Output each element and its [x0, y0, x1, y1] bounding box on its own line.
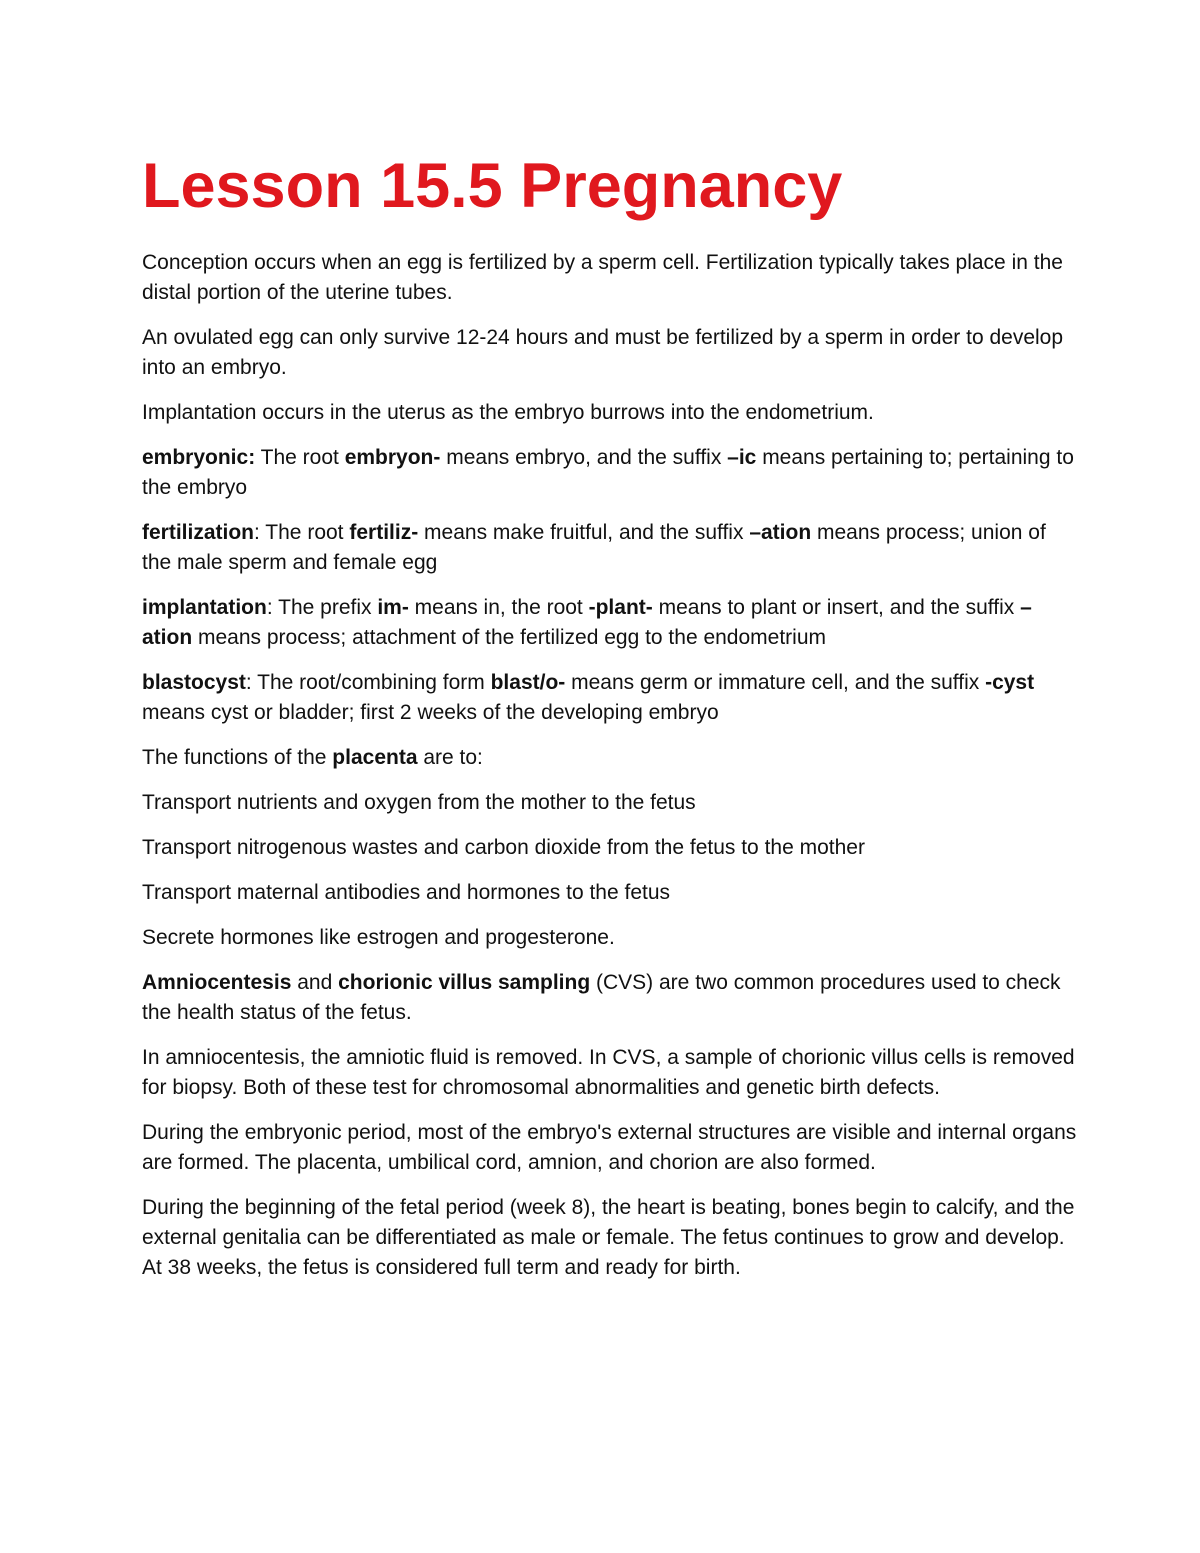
- text-run: The root: [255, 446, 345, 469]
- text-run: Transport nitrogenous wastes and carbon dioxide from the fetus to the mother: [142, 836, 865, 859]
- text-run: In amniocentesis, the amniotic fluid is removed. In CVS, a sample of chorionic villus cells is removed for biopsy. Both of these test for chromosomal abnormalities and genetic birth defects.: [142, 1046, 1075, 1099]
- paragraph: [142, 443, 1077, 503]
- bold-term: –ic: [727, 446, 757, 469]
- paragraph: [142, 1043, 1077, 1103]
- text-run: During the embryonic period, most of the embryo's external structures are visible and internal organs are formed. The placenta, umbilical cord, amnion, and chorion are also formed.: [142, 1121, 1077, 1174]
- text-run: means process; union of the male sperm and female egg: [142, 521, 1046, 574]
- paragraph: [142, 833, 1077, 863]
- paragraph: [142, 743, 1077, 773]
- paragraph: [142, 518, 1077, 578]
- paragraph: [142, 923, 1077, 953]
- paragraph: [142, 248, 1077, 308]
- paragraph: [142, 668, 1077, 728]
- text-run: means cyst or bladder; first 2 weeks of the developing embryo: [142, 701, 719, 724]
- text-run: During the beginning of the fetal period (week 8), the heart is beating, bones begin to calcify, and the external genitalia can be differentiated as male or female. The fetus continues to grow and develop. At 38 weeks, the fetus is considered full term and ready for birth.: [142, 1196, 1075, 1279]
- text-run: means make fruitful, and the suffix: [418, 521, 750, 544]
- text-run: : The root/combining form: [245, 671, 491, 694]
- bold-term: -cyst: [985, 671, 1035, 694]
- page-title: Lesson 15.5 Pregnancy: [142, 151, 843, 221]
- text-run: : The root: [254, 521, 350, 544]
- paragraph: [142, 398, 1077, 428]
- bold-term: blastocyst: [142, 671, 246, 694]
- bold-term: implantation: [142, 596, 267, 619]
- bold-term: embryonic:: [142, 446, 256, 469]
- text-run: Secrete hormones like estrogen and progesterone.: [142, 926, 615, 949]
- text-run: Transport nutrients and oxygen from the mother to the fetus: [142, 791, 696, 814]
- bold-term: chorionic villus sampling: [338, 971, 591, 994]
- paragraph: [142, 878, 1077, 908]
- document-page: [142, 146, 1077, 1298]
- bold-term: –ation: [749, 521, 812, 544]
- text-run: : The prefix: [266, 596, 378, 619]
- text-run: are to:: [417, 746, 483, 769]
- text-run: Implantation occurs in the uterus as the embryo burrows into the endometrium.: [142, 401, 874, 424]
- document-body: [142, 248, 1077, 1283]
- text-run: Conception occurs when an egg is fertilized by a sperm cell. Fertilization typically takes place in the distal portion of the uterine tubes.: [142, 251, 1063, 304]
- bold-term: placenta: [332, 746, 418, 769]
- bold-term: im-: [377, 596, 409, 619]
- text-run: means process; attachment of the fertilized egg to the endometrium: [192, 626, 827, 649]
- bold-term: blast/o-: [490, 671, 566, 694]
- text-run: An ovulated egg can only survive 12-24 hours and must be fertilized by a sperm in order to develop into an embryo.: [142, 326, 1064, 379]
- bold-term: –ation: [142, 596, 1032, 649]
- bold-term: Amniocentesis: [142, 971, 292, 994]
- paragraph: [142, 593, 1077, 653]
- text-run: means to plant or insert, and the suffix: [652, 596, 1021, 619]
- text-run: Transport maternal antibodies and hormones to the fetus: [142, 881, 671, 904]
- text-run: and: [291, 971, 339, 994]
- paragraph: [142, 1193, 1077, 1283]
- text-run: The functions of the: [142, 746, 333, 769]
- text-run: means pertaining to; pertaining to the embryo: [142, 446, 1074, 499]
- bold-term: embryon-: [344, 446, 441, 469]
- paragraph: [142, 788, 1077, 818]
- text-run: means embryo, and the suffix: [440, 446, 728, 469]
- text-run: means germ or immature cell, and the suffix: [565, 671, 986, 694]
- paragraph: [142, 968, 1077, 1028]
- paragraph: [142, 1118, 1077, 1178]
- bold-term: fertilization: [142, 521, 255, 544]
- bold-term: fertiliz-: [349, 521, 419, 544]
- text-run: (CVS) are two common procedures used to check the health status of the fetus.: [142, 971, 1061, 1024]
- paragraph: [142, 323, 1077, 383]
- text-run: means in, the root: [408, 596, 589, 619]
- bold-term: -plant-: [588, 596, 653, 619]
